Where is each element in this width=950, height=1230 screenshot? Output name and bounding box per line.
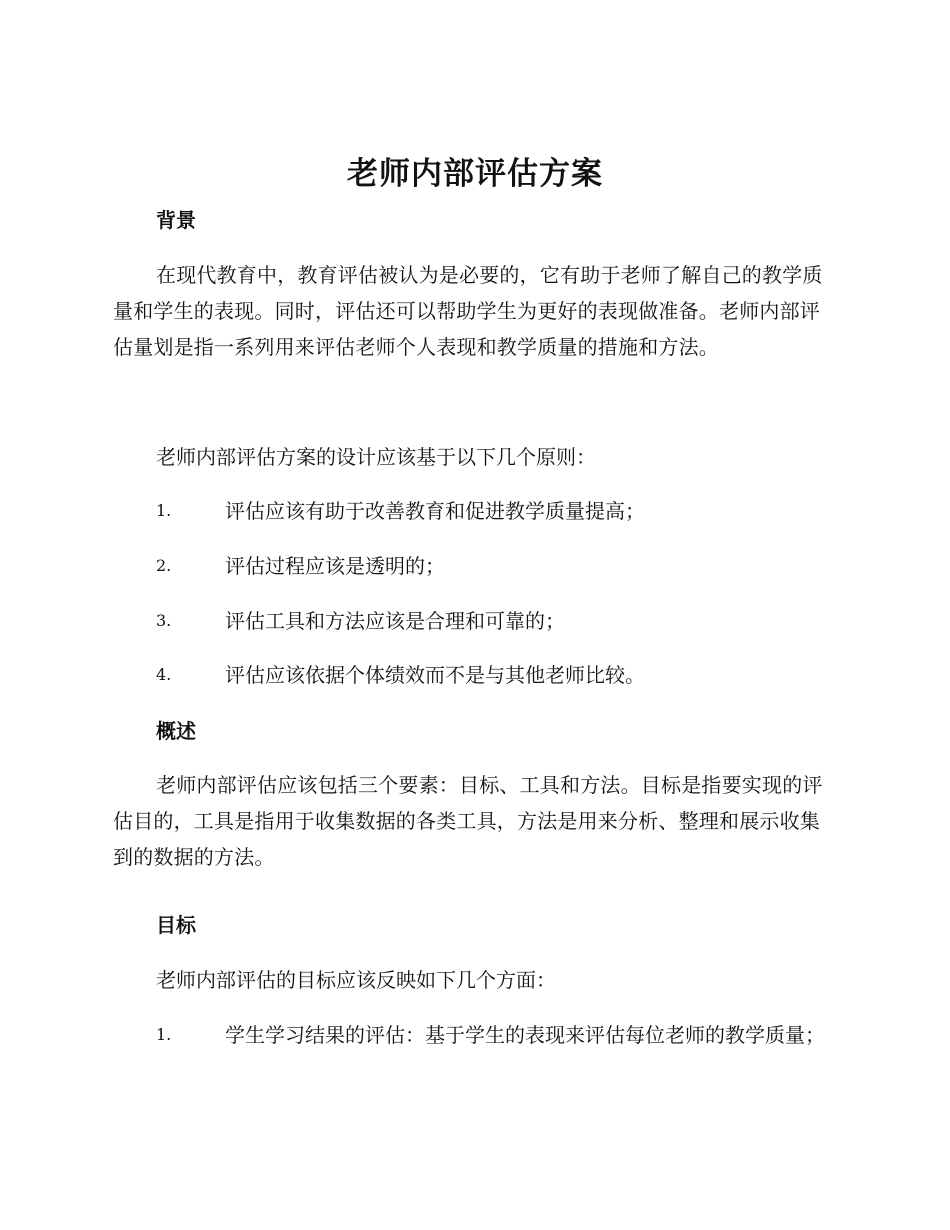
list-number: 4.	[156, 665, 172, 684]
section-heading-overview: 概述	[156, 719, 196, 743]
overview-paragraph: 老师内部评估应该包括三个要素：目标、工具和方法。目标是指要实现的评估目的，工具是指用于收集数据的各类工具，方法是用来分析、整理和展示收集到的数据的方法。	[113, 773, 823, 869]
goal-item-1	[113, 1016, 835, 1054]
list-number: 2.	[156, 556, 172, 575]
list-item-text: 评估工具和方法应该是合理和可靠的；	[225, 609, 565, 633]
background-paragraph: 在现代教育中，教育评估被认为是必要的，它有助于老师了解自己的教学质量和学生的表现。同时，评估还可以帮助学生为更好的表现做准备。老师内部评估量划是指一系列用来评估老师个人表现和教学质量的措施和方法。	[113, 263, 823, 359]
section-heading-goals: 目标	[156, 913, 196, 937]
section-heading-background: 背景	[156, 208, 196, 232]
list-item-text: 评估应该有助于改善教育和促进教学质量提高；	[225, 499, 645, 523]
principle-item-2	[113, 547, 835, 585]
document-title: 老师内部评估方案	[347, 156, 603, 192]
goals-intro: 老师内部评估的目标应该反映如下几个方面：	[156, 968, 556, 992]
principle-item-1	[113, 492, 835, 530]
list-number: 3.	[156, 611, 172, 630]
list-item-text: 评估过程应该是透明的；	[225, 554, 445, 578]
principle-item-4	[113, 656, 835, 694]
list-item-text: 评估应该依据个体绩效而不是与其他老师比较。	[225, 663, 645, 687]
principle-item-3	[113, 602, 835, 640]
list-item-text: 学生学习结果的评估：基于学生的表现来评估每位老师的教学质量；	[225, 1023, 825, 1047]
principles-intro: 老师内部评估方案的设计应该基于以下几个原则：	[156, 445, 596, 469]
list-number: 1.	[156, 501, 172, 520]
list-number: 1.	[156, 1025, 172, 1044]
